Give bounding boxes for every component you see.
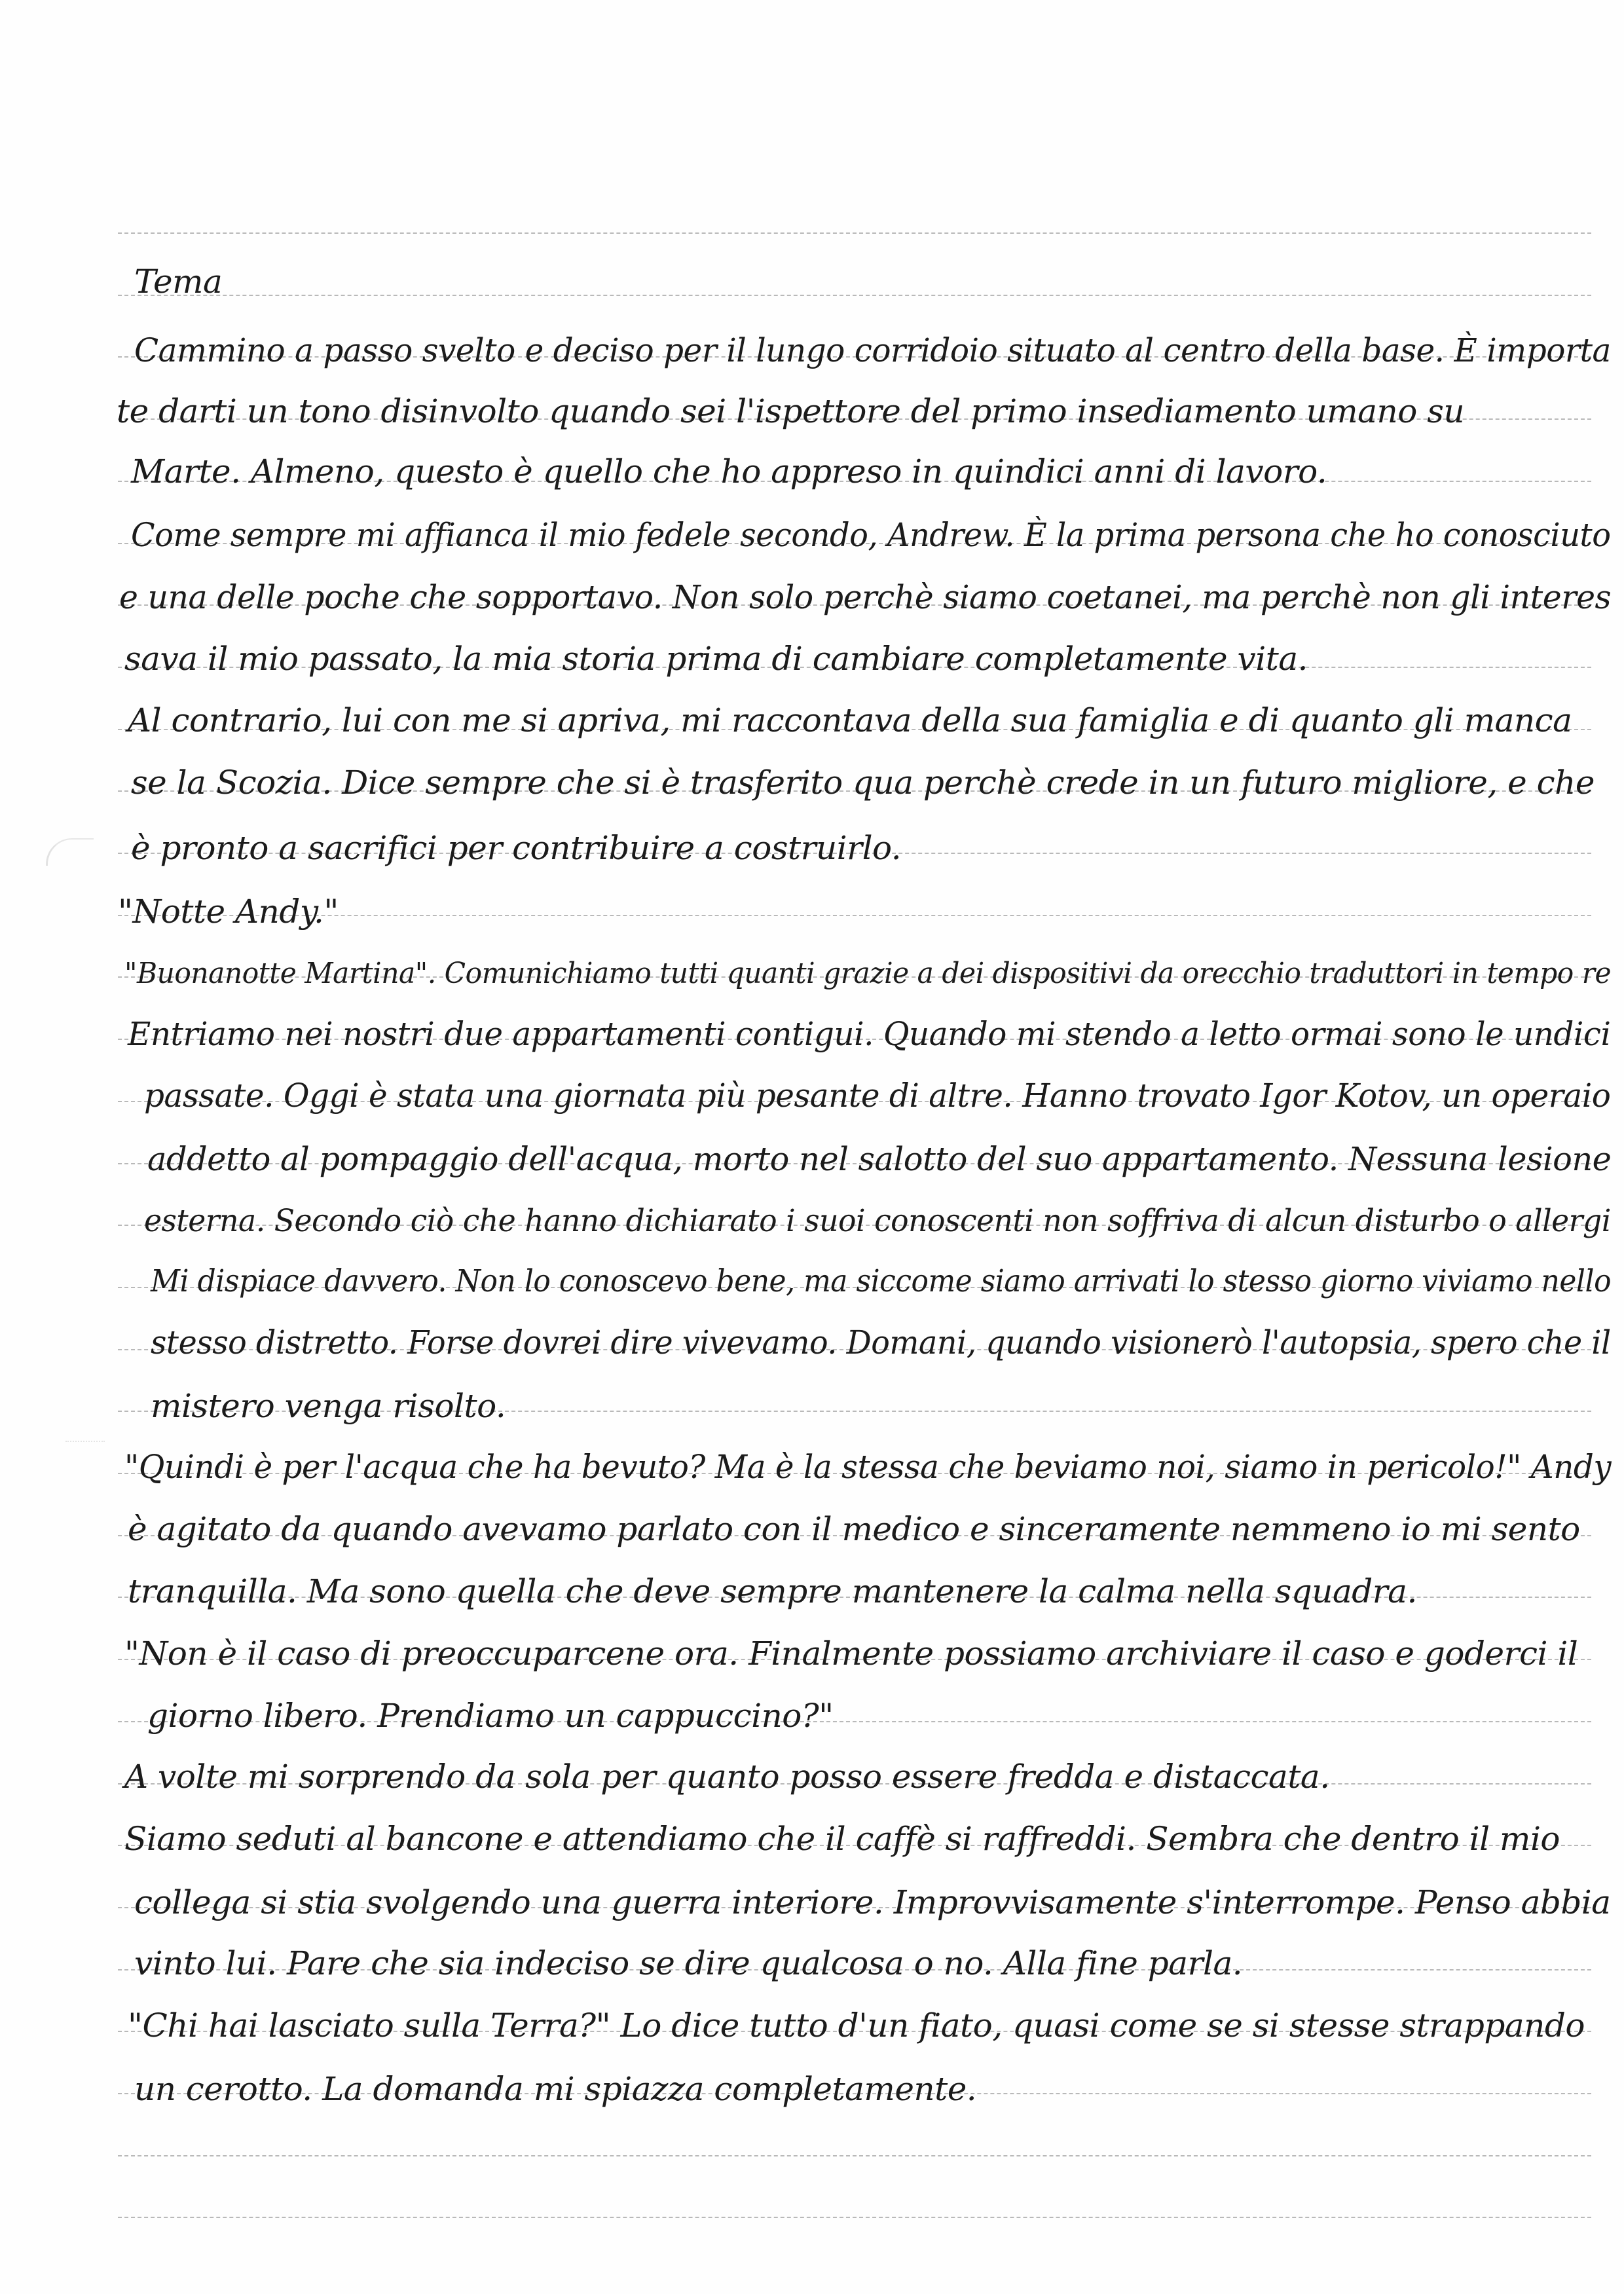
ruled-line [118,232,1591,234]
text-line: se la Scozia. Dice sempre che si è trasferito qua perchè crede in un futuro migliore, e che [131,764,1595,802]
text-line: tranquilla. Ma sono quella che deve sempre mantenere la calma nella squadra. [128,1572,1417,1610]
text-line: "Buonanotte Martina". Comunichiamo tutti quanti grazie a dei dispositivi da orecchio traduttori in tempo re [124,957,1612,990]
text-line: Al contrario, lui con me si apriva, mi raccontava della sua famiglia e di quanto gli manca [128,701,1572,739]
text-line: giorno libero. Prendiamo un cappuccino?" [147,1697,834,1735]
ruled-line [118,2217,1591,2218]
text-line: "Chi hai lasciato sulla Terra?" Lo dice tutto d'un fiato, quasi come se si stesse strappando [128,2007,1585,2044]
text-line: Entriamo nei nostri due appartamenti contigui. Quando mi stendo a letto ormai sono le undici [128,1015,1611,1053]
ruled-line [118,295,1591,296]
text-line: è pronto a sacrifici per contribuire a costruirlo. [131,829,902,867]
text-line: collega si stia svolgendo una guerra interiore. Improvvisamente s'interrompe. Penso abbia [134,1883,1611,1921]
text-line: addetto al pompaggio dell'acqua, morto nel salotto del suo appartamento. Nessuna lesione [147,1140,1612,1178]
text-line: Cammino a passo svelto e deciso per il lungo corridoio situato al centro della base. È importa [134,331,1611,369]
text-line: "Quindi è per l'acqua che ha bevuto? Ma è la stessa che beviamo noi, siamo in pericolo!" Andy [124,1448,1612,1486]
text-line: Siamo seduti al bancone e attendiamo che il caffè si raffreddi. Sembra che dentro il mio [124,1820,1560,1858]
margin-mark [46,838,94,866]
text-line: Marte. Almeno, questo è quello che ho appreso in quindici anni di lavoro. [131,453,1327,490]
text-line: "Notte Andy." [118,893,339,931]
text-line: sava il mio passato, la mia storia prima di cambiare completamente vita. [124,640,1308,678]
ruled-line [118,915,1591,916]
text-line: e una delle poche che sopportavo. Non solo perchè siamo coetanei, ma perchè non gli interes [119,578,1612,616]
text-line: un cerotto. La domanda mi spiazza completamente. [134,2070,977,2108]
text-line: è agitato da quando avevamo parlato con il medico e sinceramente nemmeno io mi sento [128,1510,1580,1548]
text-line: Come sempre mi affianca il mio fedele secondo, Andrew. È la prima persona che ho conosciuto [131,516,1611,554]
text-line: te darti un tono disinvolto quando sei l'ispettore del primo insediamento umano su [117,392,1465,430]
text-line: esterna. Secondo ciò che hanno dichiarato i suoi conoscenti non soffriva di alcun disturbo o allergi [144,1203,1611,1239]
text-line: A volte mi sorprendo da sola per quanto posso essere fredda e distaccata. [124,1758,1330,1796]
text-line: mistero venga risolto. [151,1387,506,1425]
text-line: passate. Oggi è stata una giornata più pesante di altre. Hanno trovato Igor Kotov, un operaio [144,1077,1611,1115]
text-line: stesso distretto. Forse dovrei dire vivevamo. Domani, quando visionerò l'autopsia, spero che il [151,1323,1611,1361]
text-line: vinto lui. Pare che sia indeciso se dire qualcosa o no. Alla fine parla. [134,1944,1243,1982]
text-line: "Non è il caso di preoccuparcene ora. Finalmente possiamo archiviare il caso e goderci il [124,1635,1578,1673]
page-title: Tema [134,263,223,301]
margin-mark [65,1441,105,1462]
ruled-line [118,2155,1591,2156]
text-line: Mi dispiace davvero. Non lo conoscevo bene, ma siccome siamo arrivati lo stesso giorno viviamo nello [151,1263,1612,1299]
